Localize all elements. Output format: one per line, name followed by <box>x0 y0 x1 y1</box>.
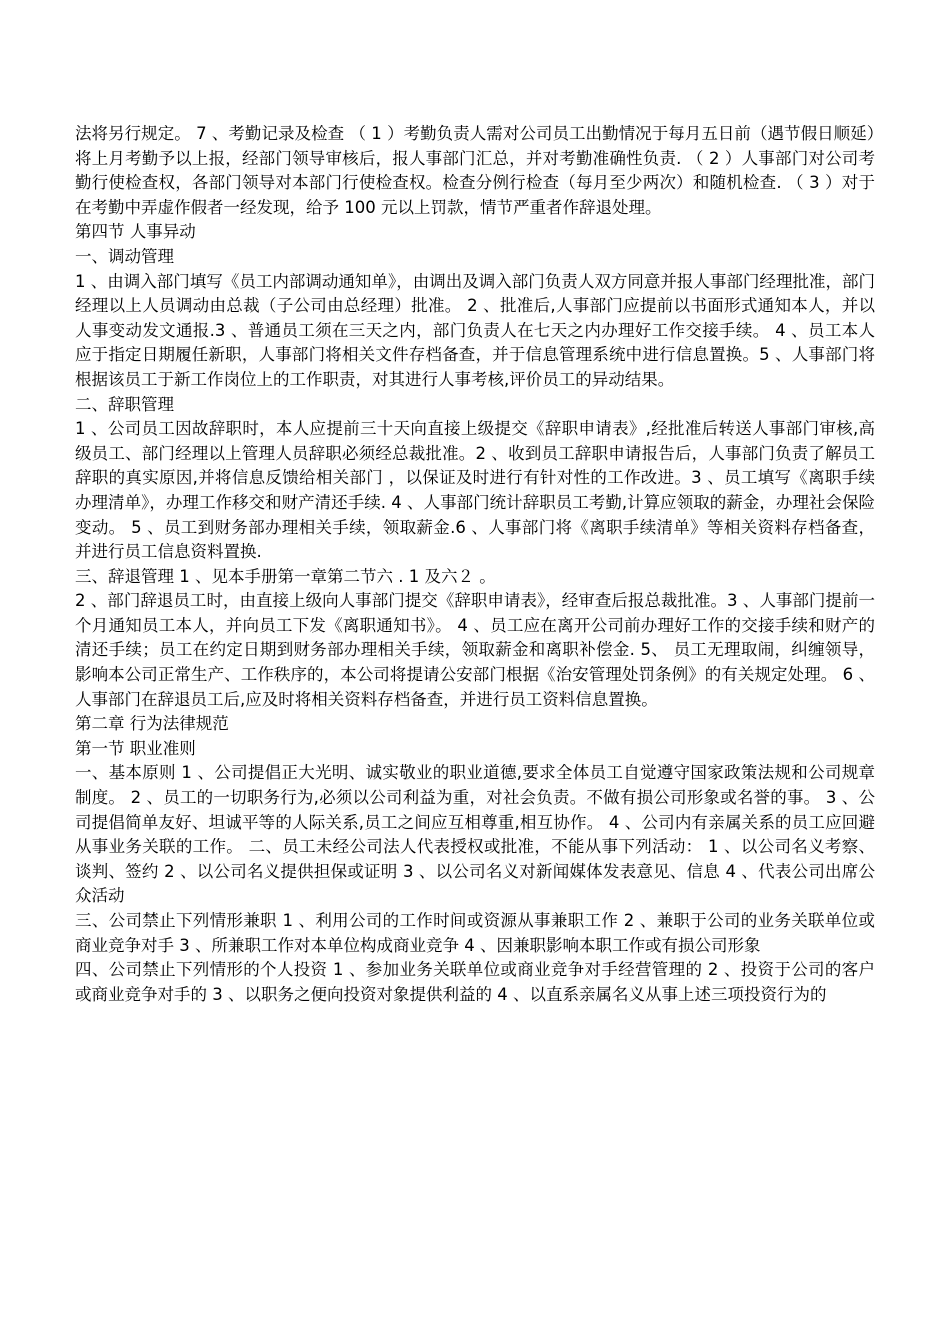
paragraph-attendance-continued: 法将另行规定。 7 、考勤记录及检查 （ 1 ）考勤负责人需对公司员工出勤情况于每月五日前（遇节假日顺延）将上月考勤予以上报，经部门领导审核后，报人事部门汇总，并对考勤准确性负责. （ 2 ）人事部门对公司考勤行使检查权，各部门领导对本部门行使检查权。检查分例行检查（每月至少两次）和随机检查. （ 3 ）对于在考勤中弄虚作假者一经发现，给予 100 元以上罚款，情节严重者作辞退处理。 <box>75 124 875 217</box>
subheading-transfer-management: 一、调动管理 <box>75 246 174 266</box>
subheading-resignation-management: 二、辞职管理 <box>75 394 174 414</box>
paragraph-transfer-rules: 1 、由调入部门填写《员工内部调动通知单》，由调出及调入部门负责人双方同意并报人事部门经理批准，部门经理以上人员调动由总裁（子公司由总经理）批准。 2 、批准后,人事部门应提前以书面形式通知本人，并以人事变动发文通报.3 、普通员工须在三天之内，部门负责人在七天之内办理好工作交接手续。 4 、员工本人应于指定日期履任新职，人事部门将相关文件存档备查，并于信息管理系统中进行信息置换。5 、人事部门将根据该员工于新工作岗位上的工作职责，对其进行人事考核,评价员工的异动结果。 <box>75 271 875 389</box>
paragraph-prohibited-side-jobs: 三、公司禁止下列情形兼职 1 、利用公司的工作时间或资源从事兼职工作 2 、兼职于公司的业务关联单位或商业竞争对手 3 、所兼职工作对本单位构成商业竞争 4 、因兼职影响本职工作或有损公司形象 <box>75 911 875 955</box>
section-heading-professional-code: 第一节 职业准则 <box>75 738 196 758</box>
subheading-dismissal-management: 三、辞退管理 1 、见本手册第一章第二节六 . 1 及六２ 。 <box>75 566 496 586</box>
paragraph-basic-principles: 一、基本原则 1 、公司提倡正大光明、诚实敬业的职业道德,要求全体员工自觉遵守国家政策法规和公司规章制度。 2 、员工的一切职务行为,必须以公司利益为重，对社会负责。不做有损公司形象或名誉的事。 3 、公司提倡简单友好、坦诚平等的人际关系,员工之间应互相尊重,相互协作。 4 、公司内有亲属关系的员工应回避从事业务关联的工作。 二、员工未经公司法人代表授权或批准，不能从事下列活动： 1 、以公司名义考察、谈判、签约 2 、以公司名义提供担保或证明 3 、以公司名义对新闻媒体发表意见、信息 4 、代表公司出席公众活动 <box>75 763 875 906</box>
section-heading-personnel-changes: 第四节 人事异动 <box>75 222 196 242</box>
paragraph-dismissal-rules: 2 、部门辞退员工时，由直接上级向人事部门提交《辞职申请表》，经审查后报总裁批准。3 、人事部门提前一个月通知员工本人，并向员工下发《离职通知书》。 4 、员工应在离开公司前办理好工作的交接手续和财产的清还手续；员工在约定日期到财务部办理相关手续，领取薪金和离职补偿金. 5、 员工无理取闹，纠缠领导，影响本公司正常生产、工作秩序的，本公司将提请公安部门根据《治安管理处罚条例》的有关规定处理。 6 、人事部门在辞退员工后,应及时将相关资料存档备查，并进行员工资料信息置换。 <box>75 591 875 709</box>
paragraph-resignation-rules: 1 、公司员工因故辞职时，本人应提前三十天向直接上级提交《辞职申请表》,经批准后转送人事部门审核,高级员工、部门经理以上管理人员辞职必须经总裁批准。2 、收到员工辞职申请报告后，人事部门负责了解员工辞职的真实原因,并将信息反馈给相关部门 ，以保证及时进行有针对性的工作改进。3 、员工填写《离职手续办理清单》，办理工作移交和财产清还手续. 4 、人事部门统计辞职员工考勤,计算应领取的薪金，办理社会保险变动。 5 、员工到财务部办理相关手续，领取薪金.6 、人事部门将《离职手续清单》等相关资料存档备查，并进行员工信息资料置换. <box>75 419 875 562</box>
paragraph-prohibited-investments: 四、公司禁止下列情形的个人投资 1 、参加业务关联单位或商业竞争对手经营管理的 2 、投资于公司的客户或商业竞争对手的 3 、以职务之便向投资对象提供利益的 4 、以直系亲属名义从事上述三项投资行为的 <box>75 960 875 1004</box>
document-body <box>75 122 875 1007</box>
chapter-heading-conduct-norms: 第二章 行为法律规范 <box>75 714 229 734</box>
